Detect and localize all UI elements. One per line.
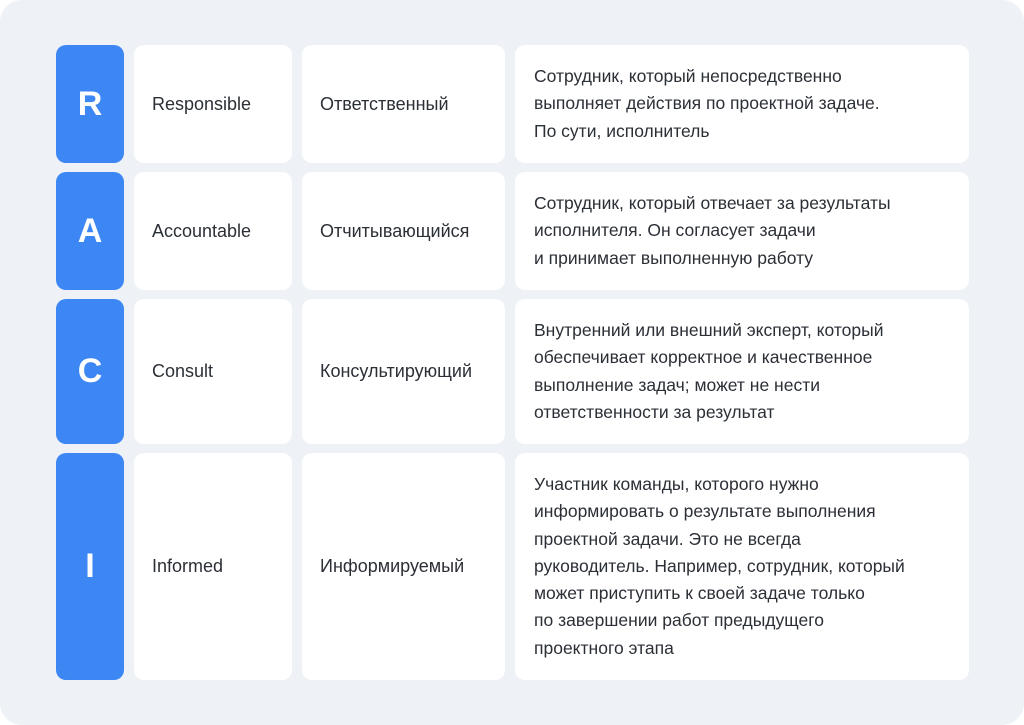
raci-row-consult — [56, 299, 969, 444]
role-description-text: Сотрудник, который непосредственно выполняет действия по проектной задаче. По сути, исполнитель — [534, 66, 880, 141]
role-description-text: Участник команды, которого нужно информировать о результате выполнения проектной задачи. Это не всегда руководитель. Например, сотрудник, который может приступить к своей задаче только по завершении работ предыдущего проектного этапа — [534, 473, 905, 658]
raci-row-informed — [56, 453, 969, 680]
role-russian-name: Информируемый — [302, 453, 505, 680]
role-english-name: Informed — [134, 453, 292, 680]
role-letter-badge: R — [56, 45, 124, 163]
raci-row-accountable — [56, 172, 969, 290]
role-letter-badge: I — [56, 453, 124, 680]
role-description-text: Сотрудник, который отвечает за результаты исполнителя. Он согласует задачи и принимает выполненную работу — [534, 193, 891, 268]
role-description — [515, 453, 969, 680]
role-russian-name: Консультирующий — [302, 299, 505, 444]
role-description — [515, 45, 969, 163]
role-description-text: Внутренний или внешний эксперт, который обеспечивает корректное и качественное выполнение задач; может не нести ответственности за результат — [534, 319, 884, 422]
role-english-name: Responsible — [134, 45, 292, 163]
role-russian-name: Ответственный — [302, 45, 505, 163]
role-english-name: Accountable — [134, 172, 292, 290]
role-description — [515, 172, 969, 290]
role-description — [515, 299, 969, 444]
role-russian-name: Отчитывающийся — [302, 172, 505, 290]
role-english-name: Consult — [134, 299, 292, 444]
raci-row-responsible — [56, 45, 969, 163]
role-letter-badge: A — [56, 172, 124, 290]
role-letter-badge: C — [56, 299, 124, 444]
